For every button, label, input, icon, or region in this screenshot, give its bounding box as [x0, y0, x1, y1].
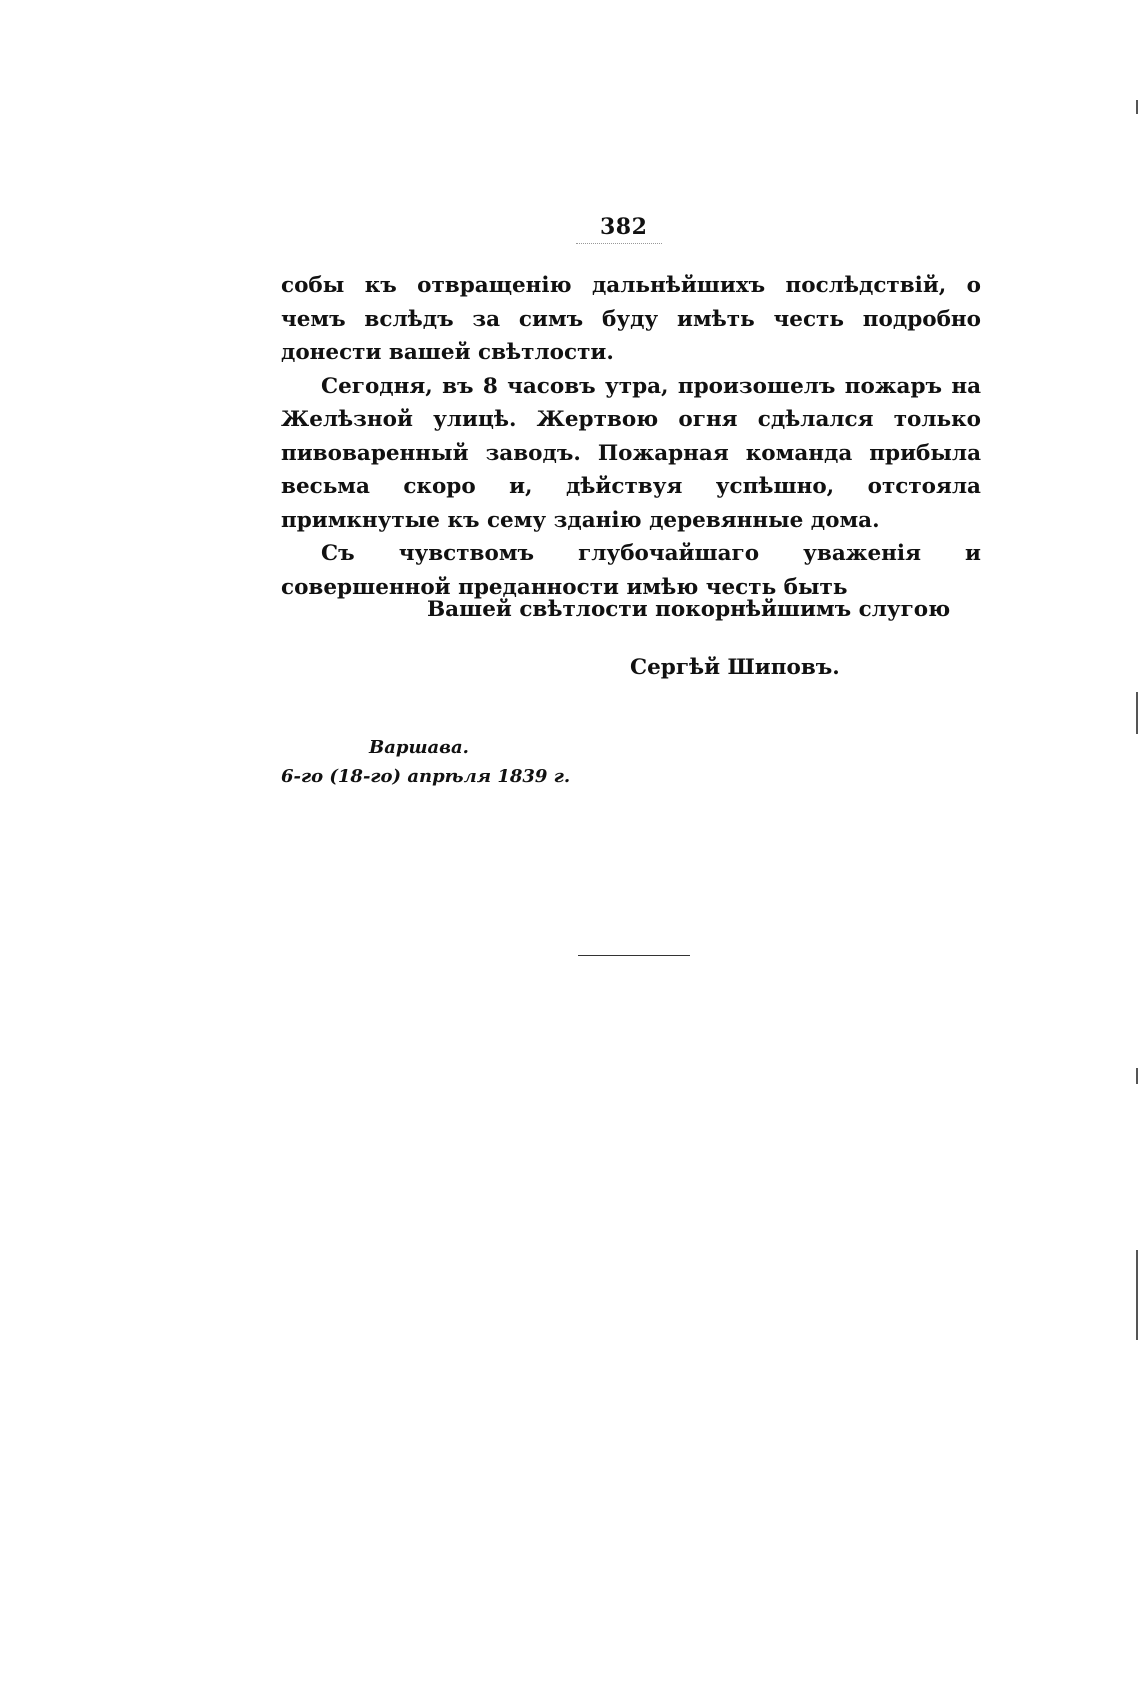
paragraph-continuation: собы къ отвращенію дальнѣйшихъ послѣдствій, о чемъ вслѣдъ за симъ буду имѣть честь подробно донести вашей свѣтлости. — [281, 273, 981, 365]
dateline-place: Варшава. — [369, 737, 469, 758]
paragraph-respects: Съ чувствомъ глубочайшаго уваженія и совершенной преданности имѣю честь быть — [281, 541, 981, 600]
page-number: 382 — [600, 214, 648, 240]
paragraph-fire-report: Сегодня, въ 8 часовъ утра, произошелъ пожаръ на Желѣзной улицѣ. Жертвою огня сдѣлался только пивоваренный заводъ. Пожарная команда прибыла весьма скоро и, дѣйствуя успѣшно, отстояла примкнутые къ сему зданію деревянные дома. — [281, 373, 981, 533]
scan-edge-mark — [1136, 692, 1138, 734]
scan-edge-mark — [1136, 100, 1138, 114]
signature: Сергѣй Шиповъ. — [630, 655, 840, 680]
scan-edge-mark — [1136, 1250, 1138, 1340]
end-rule — [578, 955, 690, 956]
page-number-rule — [576, 243, 662, 244]
closing-formula: Вашей свѣтлости покорнѣйшимъ слугою — [427, 597, 951, 622]
dateline-date: 6-го (18-го) апрѣля 1839 г. — [281, 766, 571, 787]
letter-body — [281, 269, 981, 604]
scan-edge-mark — [1136, 1068, 1138, 1084]
